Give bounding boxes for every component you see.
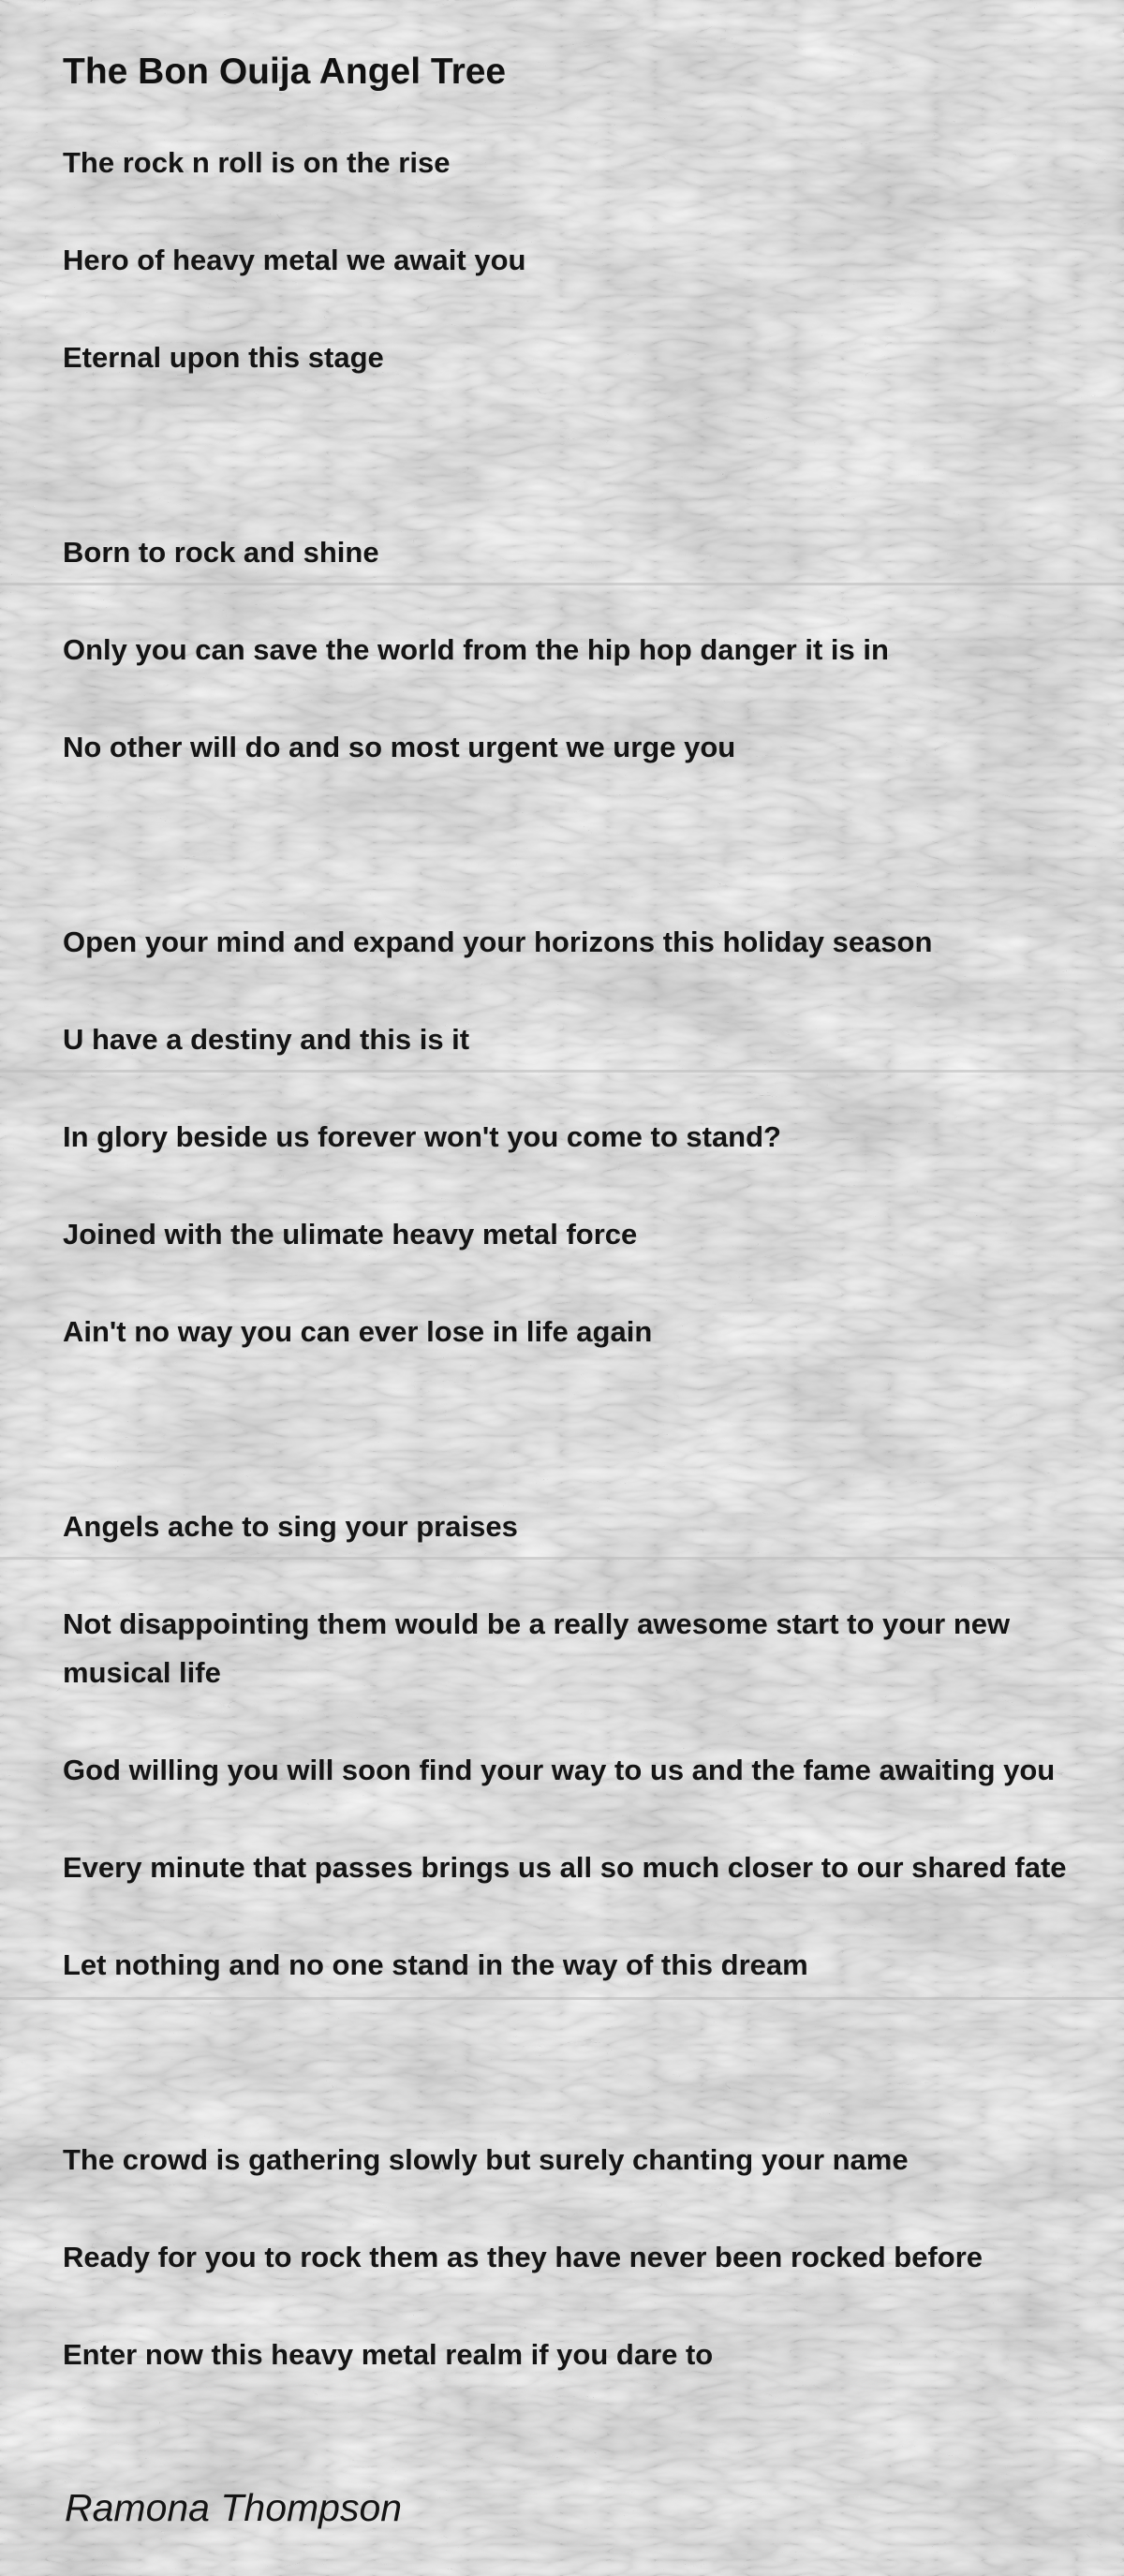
poem-line: Ready for you to rock them as they have never been rocked before (63, 2241, 983, 2273)
poem-container (63, 0, 1117, 2576)
poem-line: Only you can save the world from the hip hop danger it is in (63, 633, 889, 666)
poem-line: Not disappointing them would be a really awesome start to your new musical life (63, 1607, 1011, 1689)
poem-title: The Bon Ouija Angel Tree (63, 52, 507, 92)
poem-line: Open your mind and expand your horizons this holiday season (63, 925, 933, 958)
poem-line: No other will do and so most urgent we urge you (63, 731, 736, 763)
poem-line: In glory beside us forever won't you come to stand? (63, 1120, 781, 1153)
poem-line: The crowd is gathering slowly but surely chanting your name (63, 2143, 909, 2176)
poem-line: Enter now this heavy metal realm if you dare to (63, 2338, 714, 2371)
poem-line: Angels ache to sing your praises (63, 1510, 518, 1543)
poem-line: Ain't no way you can ever lose in life again (63, 1315, 653, 1348)
poem-line: Hero of heavy metal we await you (63, 244, 526, 276)
poem-line: God willing you will soon find your way to us and the fame awaiting you (63, 1754, 1056, 1786)
poem-author: Ramona Thompson (65, 2486, 403, 2529)
poem-line: Joined with the ulimate heavy metal force (63, 1218, 638, 1251)
poem-line: Born to rock and shine (63, 536, 379, 569)
poem-line: Every minute that passes brings us all so much closer to our shared fate (63, 1851, 1067, 1884)
poem-line: Let nothing and no one stand in the way of this dream (63, 1948, 808, 1981)
poem-line: U have a destiny and this is it (63, 1023, 470, 1056)
poem-line: Eternal upon this stage (63, 341, 384, 374)
poem-line: The rock n roll is on the rise (63, 146, 451, 179)
